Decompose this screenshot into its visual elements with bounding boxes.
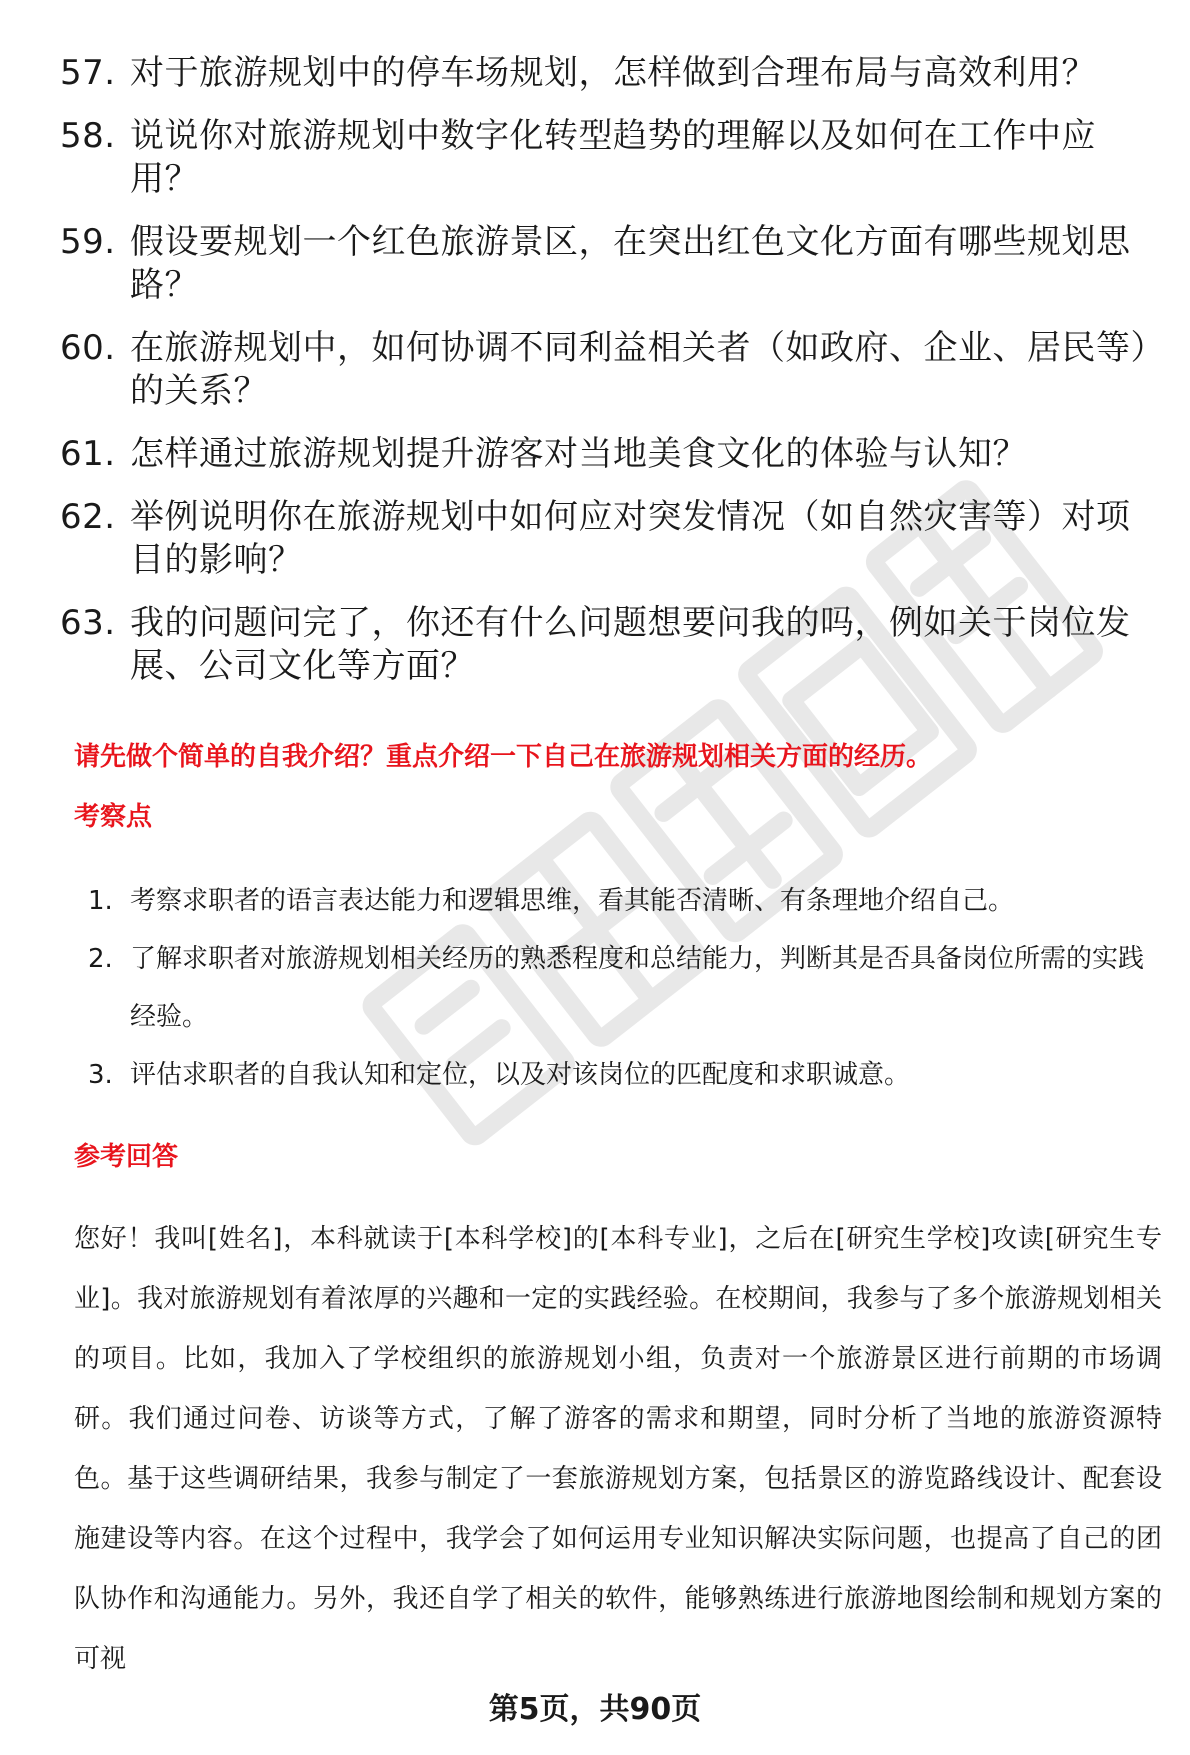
- question-text: 举例说明你在旅游规划中如何应对突发情况（如自然灾害等）对项目的影响？: [130, 497, 1131, 580]
- point-text: 评估求职者的自我认知和定位，以及对该岗位的匹配度和求职诚意。: [130, 1060, 911, 1090]
- question-item: [60, 327, 1150, 413]
- assessment-point: [88, 1046, 1158, 1104]
- question-number: 63.: [60, 603, 116, 643]
- question-item: [60, 496, 1150, 582]
- question-text: 假设要规划一个红色旅游景区，在突出红色文化方面有哪些规划思路？: [130, 222, 1131, 305]
- assessment-point: [88, 930, 1158, 1046]
- question-number: 57.: [60, 53, 116, 93]
- question-item: [60, 115, 1150, 201]
- interview-question-heading: 请先做个简单的自我介绍？重点介绍一下自己在旅游规划相关方面的经历。: [74, 742, 933, 772]
- point-number: 1.: [88, 886, 113, 916]
- question-item: [60, 52, 1150, 95]
- reference-answer-text: 您好！我叫[姓名]，本科就读于[本科学校]的[本科专业]，之后在[研究生学校]攻读[研究生专业]。我对旅游规划有着浓厚的兴趣和一定的实践经验。在校期间，我参与了多个旅游规划相关的项目。比如，我加入了学校组织的旅游规划小组，负责对一个旅游景区进行前期的市场调研。我们通过问卷、访谈等方式，了解了游客的需求和期望，同时分析了当地的旅游资源特色。基于这些调研结果，我参与制定了一套旅游规划方案，包括景区的游览路线设计、配套设施建设等内容。在这个过程中，我学会了如何运用专业知识解决实际问题，也提高了自己的团队协作和沟通能力。另外，我还自学了相关的软件，能够熟练进行旅游地图绘制和规划方案的可视: [74, 1224, 1162, 1674]
- question-item: [60, 433, 1150, 476]
- question-number: 58.: [60, 116, 116, 156]
- question-text: 怎样通过旅游规划提升游客对当地美食文化的体验与认知？: [130, 434, 1027, 474]
- question-number: 59.: [60, 222, 116, 262]
- point-text: 考察求职者的语言表达能力和逻辑思维，看其能否清晰、有条理地介绍自己。: [130, 886, 1015, 916]
- question-item: [60, 221, 1150, 307]
- question-text: 对于旅游规划中的停车场规划，怎样做到合理布局与高效利用？: [130, 53, 1096, 93]
- point-text: 了解求职者对旅游规划相关经历的熟悉程度和总结能力，判断其是否具备岗位所需的实践经验。: [130, 944, 1145, 1032]
- question-text: 我的问题问完了，你还有什么问题想要问我的吗，例如关于岗位发展、公司文化等方面？: [130, 603, 1131, 686]
- point-number: 2.: [88, 944, 113, 974]
- question-number: 62.: [60, 497, 116, 537]
- reference-answer-heading: 参考回答: [74, 1142, 179, 1172]
- question-text: 说说你对旅游规划中数字化转型趋势的理解以及如何在工作中应用？: [130, 116, 1096, 199]
- question-number: 60.: [60, 328, 116, 368]
- question-text: 在旅游规划中，如何协调不同利益相关者（如政府、企业、居民等）的关系？: [130, 328, 1148, 411]
- page-footer: 第5页，共90页: [488, 1692, 702, 1727]
- question-number: 61.: [60, 434, 116, 474]
- assessment-points-list: [88, 872, 1158, 1104]
- point-number: 3.: [88, 1060, 113, 1090]
- assessment-points-heading: 考察点: [74, 802, 153, 832]
- question-item: [60, 602, 1150, 688]
- question-list: [60, 52, 1150, 708]
- assessment-point: [88, 872, 1158, 930]
